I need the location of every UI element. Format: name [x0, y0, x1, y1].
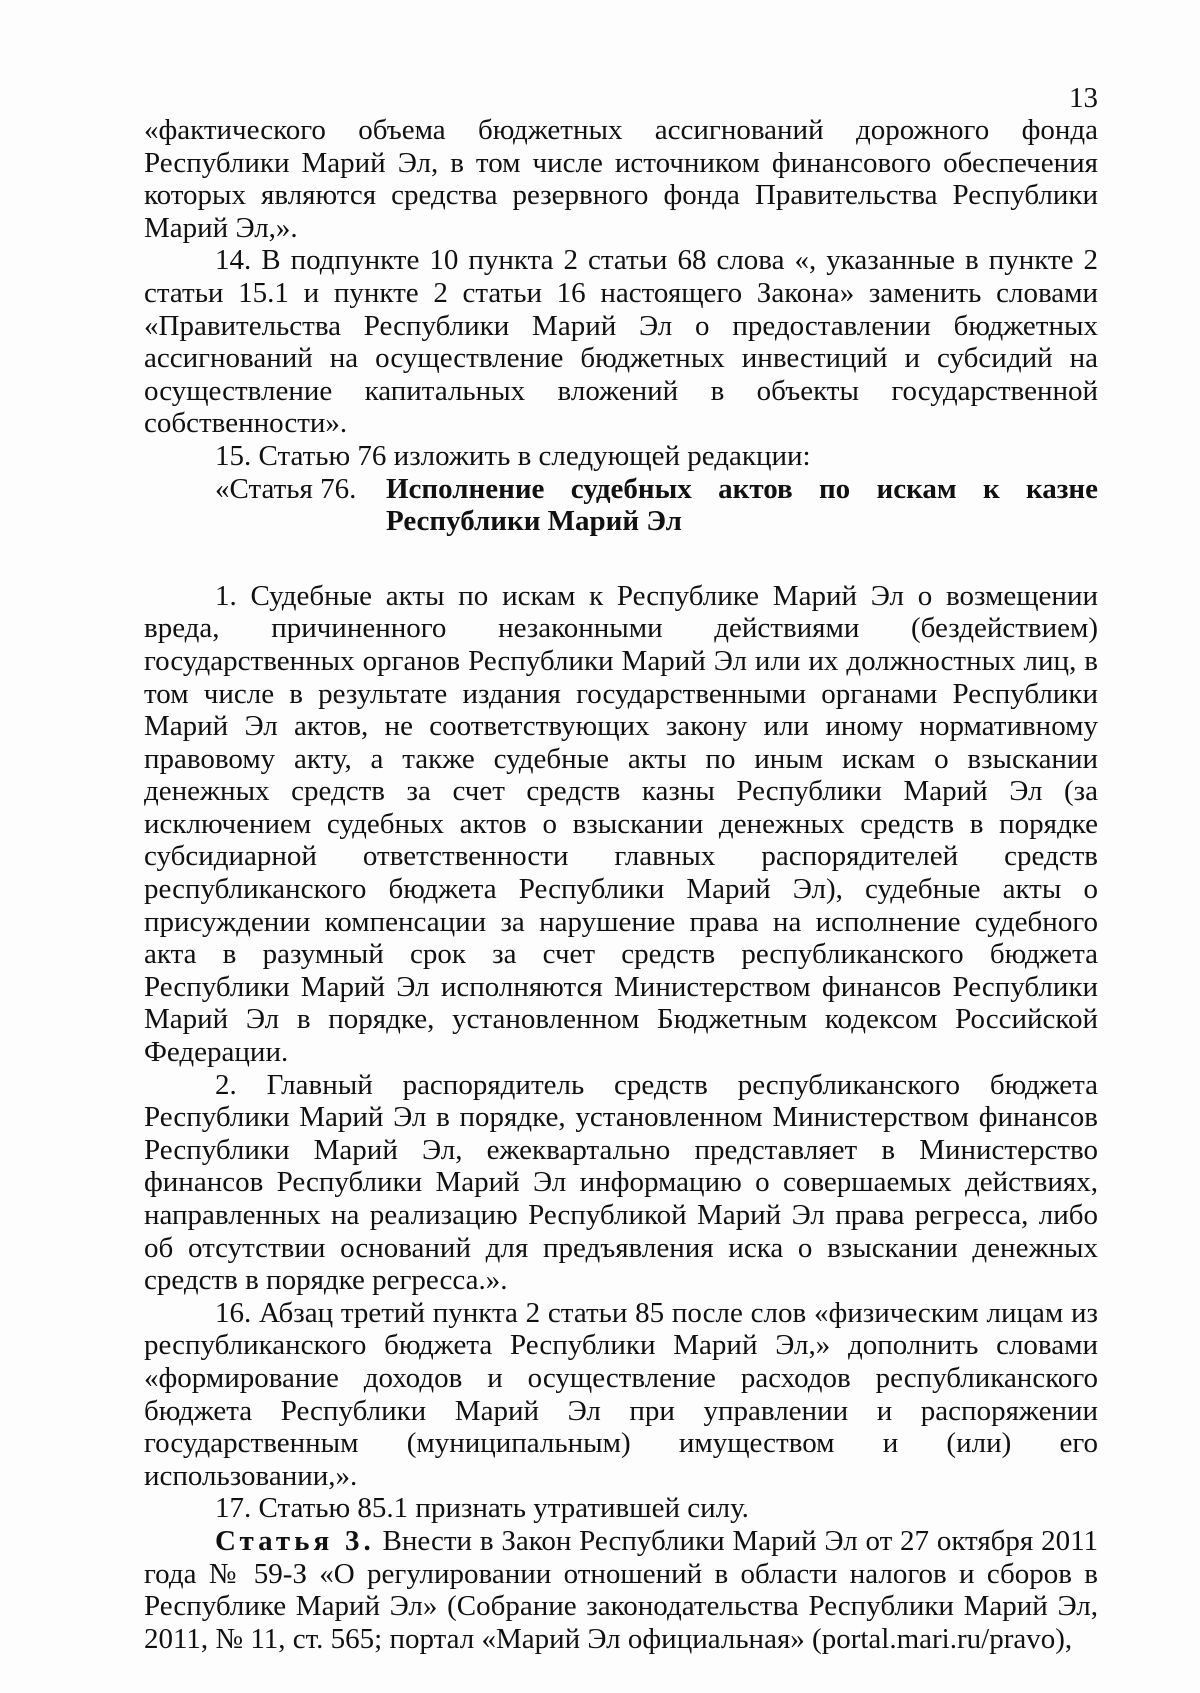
paragraph-item-14: 14. В подпункте 10 пункта 2 статьи 68 слова «, указанные в пункте 2 статьи 15.1 и пункте 2 статьи 16 настоящего Закона» заменить словами «Правительства Республики Марий Эл о предоставлении бюджетных ассигнований на осуществление бюджетных инвестиций и субсидий на осуществление капитальных вложений в объекты государственной собственности». [144, 244, 1098, 440]
paragraph-item-16: 16. Абзац третий пункта 2 статьи 85 после слов «физическим лицам из республиканского бюджета Республики Марий Эл,» дополнить словами «формирование доходов и осуществление расходов республиканского бюджета Республики Марий Эл при управлении и распоряжении государственным (муниципальным) имуществом и (или) его использовании,». [144, 1296, 1098, 1492]
document-body [144, 114, 1098, 1655]
article-76-label: «Статья 76. [215, 472, 357, 505]
paragraph-continuation: «фактического объема бюджетных ассигнований дорожного фонда Республики Марий Эл, в том числе источником финансового обеспечения которых являются средства резервного фонда Правительства Республики Марий Эл,». [144, 114, 1098, 244]
article-76-part-1: 1. Судебные акты по искам к Республике Марий Эл о возмещении вреда, причиненного незаконными действиями (бездействием) государственных органов Республики Марий Эл или их должностных лиц, в том числе в результате издания государственными органами Республики Марий Эл актов, не соответствующих закону или иному нормативному правовому акту, а также судебные акты по иным искам о взыскании денежных средств за счет средств казны Республики Марий Эл (за исключением судебных актов о взыскании денежных средств в порядке субсидиарной ответственности главных распорядителей средств республиканского бюджета Республики Марий Эл), судебные акты о присуждении компенсации за нарушение права на исполнение судебного акта в разумный срок за счет средств республиканского бюджета Республики Марий Эл исполняются Министерством финансов Республики Марий Эл в порядке, установленном Бюджетным кодексом Российской Федерации. [144, 579, 1098, 1069]
article-3-label: Статья 3. [215, 1524, 375, 1557]
article-76-heading [144, 473, 1098, 538]
article-76-title: Исполнение судебных актов по искам к казне Республики Марий Эл [386, 472, 1098, 538]
article-3-paragraph [144, 1525, 1098, 1655]
article-76-part-2: 2. Главный распорядитель средств республиканского бюджета Республики Марий Эл в порядке, установленном Министерством финансов Республики Марий Эл, ежеквартально представляет в Министерство финансов Республики Марий Эл информацию о совершаемых действиях, направленных на реализацию Республикой Марий Эл права регресса, либо об отсутствии оснований для предъявления иска о взыскании денежных средств в порядке регресса.». [144, 1068, 1098, 1297]
article-3-text: Внести в Закон Республики Марий Эл от 27 октября 2011 года № 59-З «О регулировании отношений в области налогов и сборов в Республике Марий Эл» (Собрание законодательства Республики Марий Эл, 2011, № 11, ст. 565; портал «Марий Эл официальная» (portal.mari.ru/pravo), [144, 1524, 1098, 1655]
paragraph-item-17: 17. Статью 85.1 признать утратившей силу. [215, 1492, 749, 1525]
page-number: 13 [1069, 82, 1098, 114]
paragraph-item-15: 15. Статью 76 изложить в следующей редакции: [215, 439, 811, 472]
